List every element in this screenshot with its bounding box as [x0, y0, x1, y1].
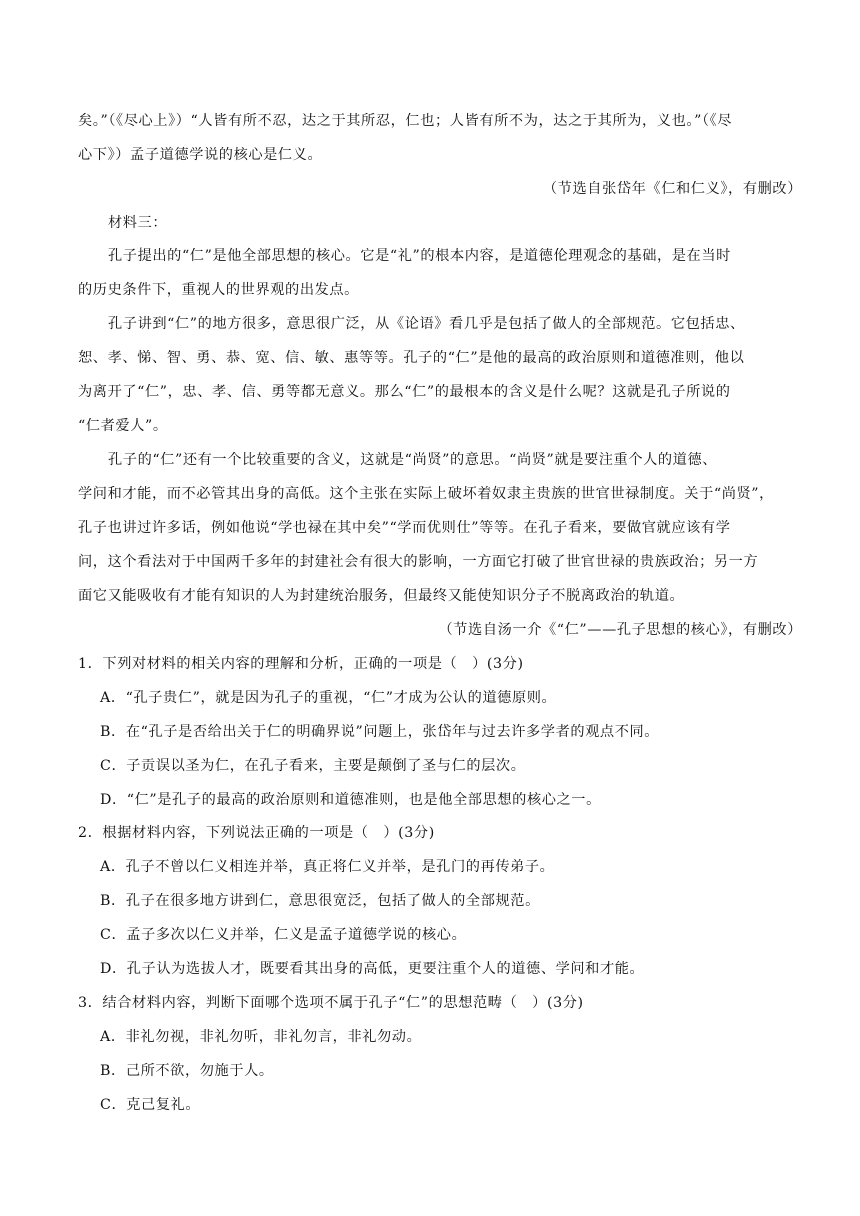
question-stem: 1．下列对材料的相关内容的理解和分析，正确的一项是（ ）(3分)	[78, 656, 524, 672]
question-stem: 2．根据材料内容，下列说法正确的一项是（ ）(3分)	[78, 825, 435, 841]
question-option: B．孔子在很多地方讲到仁，意思很宽泛，包括了做人的全部规范。	[100, 893, 540, 909]
question-option: A．孔子不曾以仁义相连并举，真正将仁义并举，是孔门的再传弟子。	[100, 859, 555, 875]
source-citation: （节选自汤一介《“仁”——孔子思想的核心》，有删改）	[438, 622, 802, 638]
paragraph-line: 问，这个看法对于中国两千多年的封建社会有很大的影响，一方面它打破了世官世禄的贵族政治；另一方	[78, 554, 759, 570]
question-option: D．孔子认为选拔人才，既要看其出身的高低，更要注重个人的道德、学问和才能。	[100, 961, 645, 977]
question-option: C．孟子多次以仁义并举，仁义是孟子道德学说的核心。	[100, 927, 467, 943]
paragraph-line: 恕、孝、悌、智、勇、恭、宽、信、敏、惠等等。孔子的“仁”是他的最高的政治原则和道德准则，他以	[78, 350, 745, 366]
paragraph-line: 为离开了“仁”，忠、孝、信、勇等都无意义。那么“仁”的最根本的含义是什么呢？这就是孔子所说的	[78, 384, 731, 400]
question-option: B．己所不欲，勿施于人。	[100, 1063, 274, 1079]
paragraph-line: “仁者爱人”。	[78, 418, 168, 434]
paragraph-line: 孔子提出的“仁”是他全部思想的核心。它是“礼”的根本内容，是道德伦理观念的基础，是在当时	[108, 248, 731, 264]
question-option: B．在“孔子是否给出关于仁的明确界说”问题上，张岱年与过去许多学者的观点不同。	[100, 724, 660, 740]
question-option: D．“仁”是孔子的最高的政治原则和道德准则，也是他全部思想的核心之一。	[100, 792, 601, 808]
question-option: C．克己复礼。	[100, 1097, 201, 1113]
source-citation: （节选自张岱年《仁和仁义》，有删改）	[542, 181, 802, 197]
paragraph-line: 孔子讲到“仁”的地方很多，意思很广泛，从《论语》看几乎是包括了做人的全部规范。它包括忠、	[108, 316, 745, 332]
paragraph-line: 孔子也讲过许多话，例如他说“学也禄在其中矣”“学而优则仕”等等。在孔子看来，要做官就应该有学	[78, 520, 731, 536]
question-option: A．“孔子贵仁”，就是因为孔子的重视，“仁”才成为公认的道德原则。	[100, 690, 557, 706]
paragraph-line: 学问和才能，而不必管其出身的高低。这个主张在实际上破坏着奴隶主贵族的世官世禄制度。关于“尚贤”，	[78, 486, 774, 502]
paragraph-line: 心下》）孟子道德学说的核心是仁义。	[78, 147, 323, 163]
paragraph-line: 矣。”（《尽心上》）“人皆有所不忍，达之于其所忍，仁也；人皆有所不为，达之于其所为，义也。”（《尽	[78, 113, 733, 129]
question-option: A．非礼勿视，非礼勿听，非礼勿言，非礼勿动。	[100, 1029, 422, 1045]
paragraph-line: 的历史条件下，重视人的世界观的出发点。	[78, 282, 359, 298]
question-option: C．子贡误以圣为仁，在孔子看来，主要是颠倒了圣与仁的层次。	[100, 758, 526, 774]
question-stem: 3．结合材料内容，判断下面哪个选项不属于孔子“仁”的思想范畴（ ）(3分)	[78, 995, 584, 1011]
paragraph-line: 孔子的“仁”还有一个比较重要的含义，这就是“尚贤”的意思。“尚贤”就是要注重个人的道德、	[108, 452, 718, 468]
paragraph-line: 面它又能吸收有才能有知识的人为封建统治服务，但最终又能使知识分子不脱离政治的轨道。	[78, 588, 685, 604]
material-title: 材料三：	[108, 215, 168, 231]
